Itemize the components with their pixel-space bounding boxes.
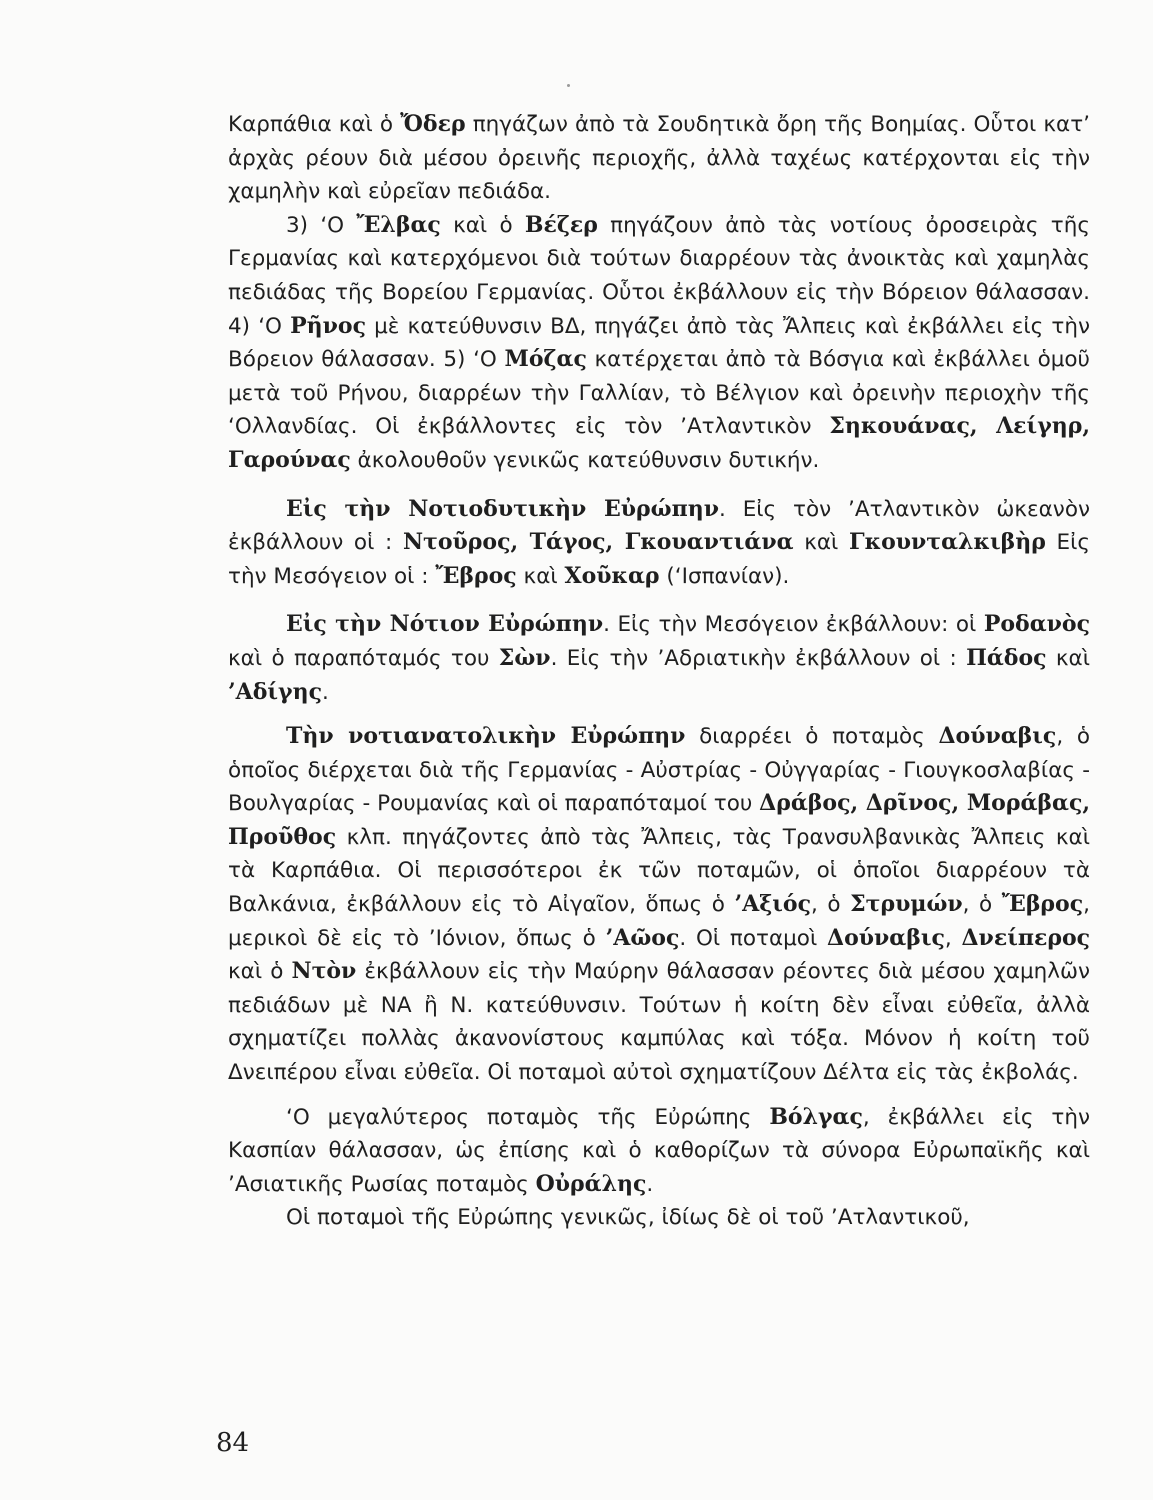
text-run: διαρρέει ὁ ποταμὸς [685,724,939,750]
bold-term: Σὼν [498,644,551,671]
bold-term: Δούναβις [827,924,945,951]
text-run: . Οἱ ποταμοὶ [679,925,828,951]
bold-term: Ἔβρος [1001,891,1084,918]
bold-term: Γκουνταλκιβὴρ [848,529,1046,556]
paragraph-southwest-europe [228,493,1090,594]
paragraph-oder [228,108,1090,209]
text-run: κατέρχεται ἀπὸ τὰ Βόσγια καὶ ἐκβάλλει ὁμοῦ μετὰ τοῦ Ρήνου, διαρρέων τὴν Γαλλίαν, τὸ Βέλγιον καὶ ὀρεινὴν περιοχὴν τῆς ‘Ολλανδίας. Οἱ ἐκβάλλοντες εἰς τὸν ’Ατλαντικὸν [228,347,1090,440]
text-run: Καρπάθια καὶ ὁ [228,112,401,137]
bold-term: Ροδανὸς [983,611,1090,638]
bold-term: Πάδος [966,644,1047,671]
text-run: ἐκβάλλουν εἰς τὴν Μαύρην θάλασσαν ρέοντες διὰ μέσου χαμηλῶν πεδιάδων μὲ ΝΑ ἢ Ν. κατεύθυνσιν. Τούτων ἡ κοίτη δὲν εἶναι εὐθεῖα, ἀλλὰ σχηματίζει πολλὰς ἀκανονίστους καμπύλας καὶ τόξα. Μόνον ἡ κοίτη τοῦ Δνειπέρου εἶναι εὐθεῖα. Οἱ ποταμοὶ αὐτοὶ σχηματίζουν Δέλτα εἰς τὰς ἐκβολάς. [228,959,1090,1086]
bold-term: Ἔλβας [356,211,441,238]
text-run: Εἰς τὴν Μεσόγειον οἱ : [228,530,1090,589]
page-number: 84 [216,1428,250,1458]
bold-term: Μόζας [504,346,587,373]
bold-term: Δράβος, Δρῖνος, Μοράβας, Προῦθος [228,790,1090,850]
text-run: καὶ [516,563,565,589]
bold-term: ’Αῶος [605,924,680,951]
text-run: 3) ‘Ο [286,212,357,238]
text-run: , ὁ [811,892,851,918]
text-run: καὶ ὁ παραπόταμός του [228,645,499,671]
text-run: , ἐκβάλλει εἰς τὴν Κασπίαν θάλασσαν, ὡς ἐπίσης καὶ ὁ καθορίζων τὰ σύνορα Εὐρωπαϊκῆς καὶ ’Ασιατικῆς Ρωσίας ποταμὸς [228,1104,1091,1197]
scan-speck [567,84,570,87]
text-run: , ὁ ὁποῖος διέρχεται διὰ τῆς Γερμανίας - Αὐστρίας - Οὐγγαρίας - Γιουγκοσλαβίας - Βουλγαρίας - Ρουμανίας καὶ οἱ παραπόταμοί του [228,724,1091,817]
paragraph-volga [228,1101,1090,1202]
text-run: καὶ [1046,645,1090,671]
paragraph-closing [228,1201,1090,1235]
text-run: πηγάζων ἀπὸ τὰ Σουδητικὰ ὄρη τῆς Βοημίας. Οὗτοι κατ’ ἀρχὰς ρέουν διὰ μέσου ὀρεινῆς περιοχῆς, ἀλλὰ ταχέως κατέρχονται εἰς τὴν χαμηλὴν καὶ εὐρεῖαν πεδιάδα. [228,112,1090,205]
text-run: , μερικοὶ δὲ εἰς τὸ ’Ιόνιον, ὅπως ὁ [228,892,1090,951]
bold-term: Βόλγας [769,1103,863,1130]
bold-term: Ρῆνος [290,312,366,339]
text-run: , [944,925,962,951]
bold-term: Ἔβρος [435,562,517,589]
text-run: καὶ [793,530,849,556]
text-run: . Εἰς τὴν ’Αδριατικὴν ἐκβάλλουν οἱ : [550,645,967,671]
bold-term: Δνείπερος [961,924,1091,951]
text-run: ‘Ο μεγαλύτερος ποταμὸς τῆς Εὐρώπης [286,1104,770,1130]
bold-term: ’Αδίγης [228,678,322,705]
bold-term: Βέζερ [524,211,598,238]
text-run: καὶ ὁ [228,959,292,985]
bold-term: Χοῦκαρ [564,562,660,589]
bold-term: Σηκουάνας, Λείγηρ, Γαρούνας [228,413,1090,473]
bold-term: Δούναβις [938,723,1057,750]
text-run: καὶ ὁ [440,212,525,238]
bold-term: Στρυμών [850,891,963,918]
paragraph-south-europe [228,608,1090,709]
text-run: . Εἰς τὴν Μεσόγειον ἐκβάλλουν: οἱ [603,612,984,638]
text-run: , ὁ [962,892,1002,918]
bold-term: Τὴν νοτιανατολικὴν Εὐρώπην [286,723,686,750]
bold-term: Εἰς τὴν Νότιον Εὐρώπην [286,611,604,638]
text-run: . [646,1171,654,1197]
paragraph-southeast-europe [228,720,1090,1090]
bold-term: Ντοῦρος, Τάγος, Γκουαντιάνα [402,529,794,556]
bold-term: ’Αξιός [734,891,811,918]
bold-term: Ντὸν [291,958,357,985]
body-text [228,108,1090,1235]
text-run: ἀκολουθοῦν γενικῶς κατεύθυνσιν δυτικήν. [350,447,820,473]
bold-term: Ὄδερ [400,111,466,137]
text-run: μὲ κατεύθυνσιν ΒΔ, πηγάζει ἀπὸ τὰς Ἄλπεις καὶ ἐκβάλλει εἰς τὴν Βόρειον θάλασσαν. 5) ‘Ο [228,313,1090,373]
text-run: (‘Ισπανίαν). [659,563,790,589]
text-run: πηγάζουν ἀπὸ τὰς νοτίους ὀροσειρὰς τῆς Γερμανίας καὶ κατερχόμενοι διὰ τούτων διαρρέουν τὰς ἀνοικτὰς καὶ χαμηλὰς πεδιάδας τῆς Βορείου Γερμανίας. Οὗτοι ἐκβάλλουν εἰς τὴν Βόρειον θάλασσαν. 4) ‘Ο [228,212,1091,339]
paragraph-german-rivers [228,209,1090,478]
text-run: κλπ. πηγάζοντες ἀπὸ τὰς Ἄλπεις, τὰς Τρανσυλβανικὰς Ἄλπεις καὶ τὰ Καρπάθια. Οἱ περισσότεροι ἐκ τῶν ποταμῶν, οἱ ὁποῖοι διαρρέουν τὰ Βαλκάνια, ἐκβάλλουν εἰς τὸ Αἰγαῖον, ὅπως ὁ [228,824,1090,918]
text-run: Οἱ ποταμοὶ τῆς Εὐρώπης γενικῶς, ἰδίως δὲ οἱ τοῦ ’Ατλαντικοῦ, [286,1205,970,1231]
bold-term: Οὐράλης [535,1170,647,1197]
text-run: . [321,679,329,705]
bold-term: Εἰς τὴν Νοτιοδυτικὴν Εὐρώπην [286,495,719,522]
text-run: . Εἰς τὸν ’Ατλαντικὸν ὠκεανὸν ἐκβάλλουν οἱ : [228,496,1090,556]
